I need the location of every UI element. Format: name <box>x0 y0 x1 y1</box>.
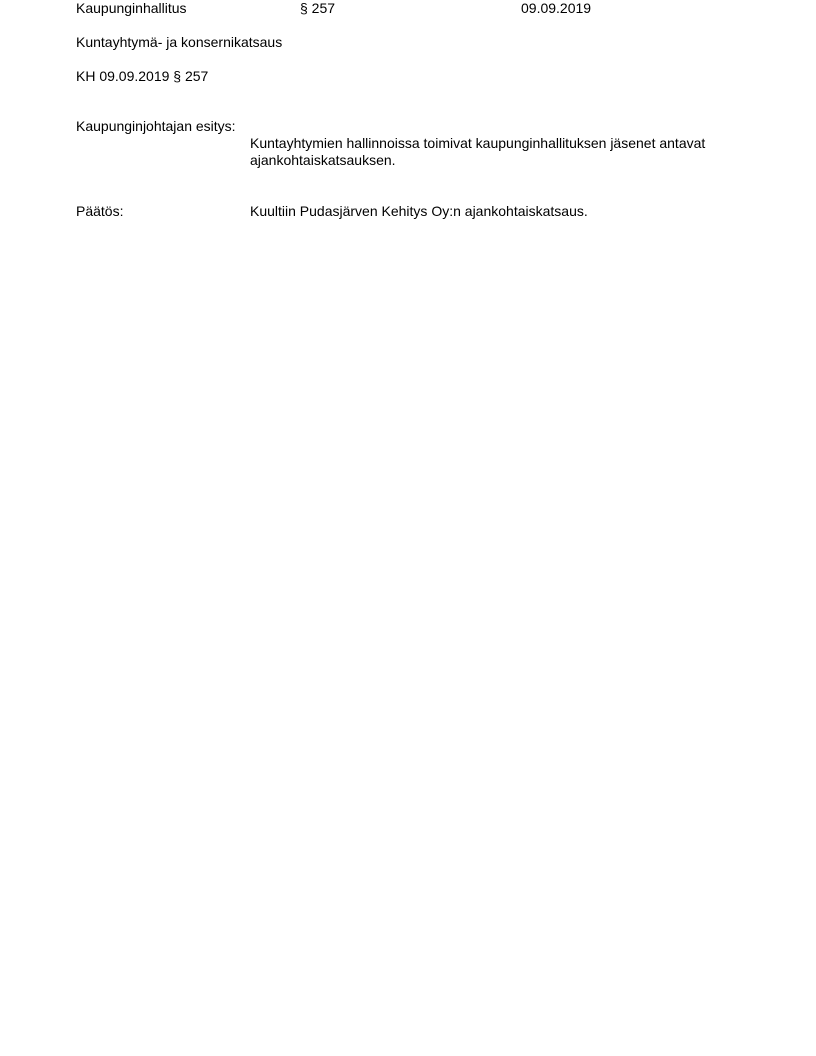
decision-text: Kuultiin Pudasjärven Kehitys Oy:n ajankohtaiskatsaus. <box>250 203 588 219</box>
item-title: Kuntayhtymä- ja konsernikatsaus <box>76 34 283 50</box>
header-section-number: § 257 <box>300 0 336 16</box>
proposal-text: Kuntayhtymien hallinnoissa toimivat kaupunginhallituksen jäsenet antavat ajankohtaiskatsauksen. <box>250 135 706 168</box>
header-body-name: Kaupunginhallitus <box>76 0 187 16</box>
decision-label: Päätös: <box>76 203 124 219</box>
header-date: 09.09.2019 <box>521 0 592 16</box>
item-reference: KH 09.09.2019 § 257 <box>76 68 209 84</box>
proposal-label: Kaupunginjohtajan esitys: <box>76 118 236 134</box>
